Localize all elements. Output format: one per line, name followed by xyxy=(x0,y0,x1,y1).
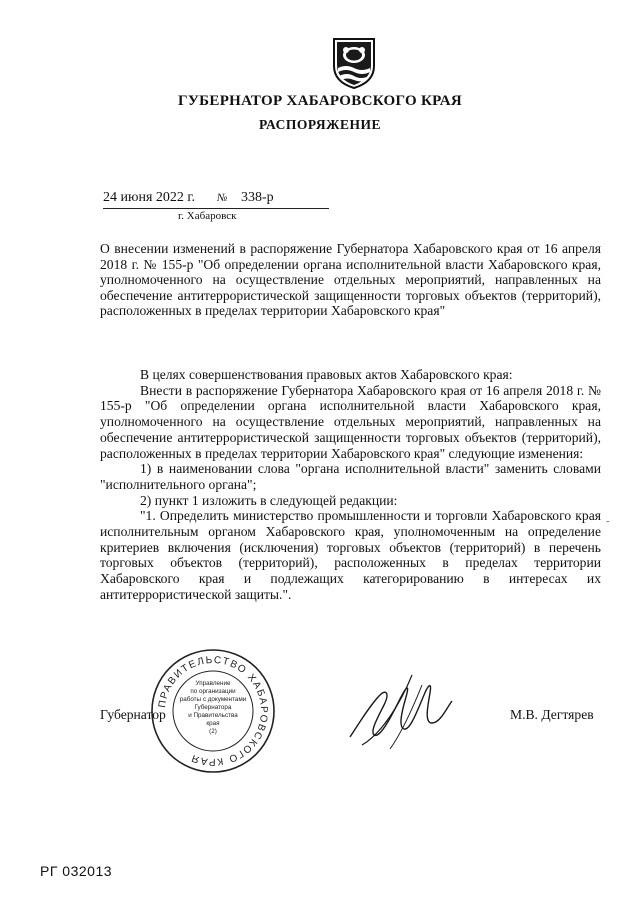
paragraph-preamble: В целях совершенствования правовых актов Хабаровского края: xyxy=(140,367,513,382)
official-stamp xyxy=(150,648,276,774)
document-date: 24 июня 2022 г. xyxy=(103,190,196,205)
stamp-line: (2) xyxy=(209,728,217,735)
document-subject: О внесении изменений в распоряжение Губернатора Хабаровского края от 16 апреля 2018 г. № 155-р "Об определении органа исполнительной власти Хабаровского края, уполномоченного на осуществление отдельных мероприятий, направленных на обеспечение антитеррористической защищенности торговых объектов (территорий), расположенных в пределах территории Хабаровского края" xyxy=(100,241,601,318)
date-number-line xyxy=(103,190,329,209)
stamp-line: Губернатора xyxy=(194,704,232,711)
paragraph-item-1: 1) в наименовании слова "органа исполнительной власти" заменить словами "исполнительного органа"; xyxy=(100,461,601,492)
document-type: РАСПОРЯЖЕНИЕ xyxy=(258,117,382,132)
authority-title: ГУБЕРНАТОР ХАБАРОВСКОГО КРАЯ xyxy=(178,93,462,109)
city: г. Хабаровск xyxy=(178,210,237,222)
paragraph-main: Внести в распоряжение Губернатора Хабаровского края от 16 апреля 2018 г. № 155-р "Об определении органа исполнительной власти Хабаровского края, уполномоченного на осуществление отдельных мероприятий, направленных на обеспечение антитеррористической защищенности торговых объектов (территорий), расположенных в пределах территории Хабаровского края" следующие изменения: xyxy=(100,382,601,461)
document-body xyxy=(100,367,601,603)
document-number: 338-р xyxy=(241,190,274,205)
stamp-line: Управление xyxy=(195,680,231,687)
coat-of-arms-emblem xyxy=(331,36,377,90)
paragraph-item-2: 2) пункт 1 изложить в следующей редакции: xyxy=(140,492,398,508)
form-series-number: РГ 032013 xyxy=(40,863,113,879)
signatory-name: М.В. Дегтярев xyxy=(510,707,594,722)
margin-mark: - xyxy=(606,515,610,527)
stamp-line: работы с документами xyxy=(179,696,247,703)
stamp-ring-text: ПРАВИТЕЛЬСТВО ХАБАРОВСКОГО КРАЯ xyxy=(156,654,270,768)
handwritten-signature xyxy=(340,665,460,755)
stamp-line: края xyxy=(206,720,220,727)
signatory-title: Губернатор xyxy=(100,707,166,722)
stamp-line: по организации xyxy=(190,688,236,695)
stamp-line: и Правительства xyxy=(188,712,238,719)
paragraph-new-text: "1. Определить министерство промышленности и торговли Хабаровского края исполнительным органом Хабаровского края, уполномоченным на определение критериев включения (исключения) торговых объектов (территорий) в перечень торговых объектов (территорий), расположенных в пределах территории Хабаровского края и подлежащих категорированию в интересах их антитеррористической защиты.". xyxy=(100,508,601,602)
number-label: № xyxy=(217,192,228,204)
